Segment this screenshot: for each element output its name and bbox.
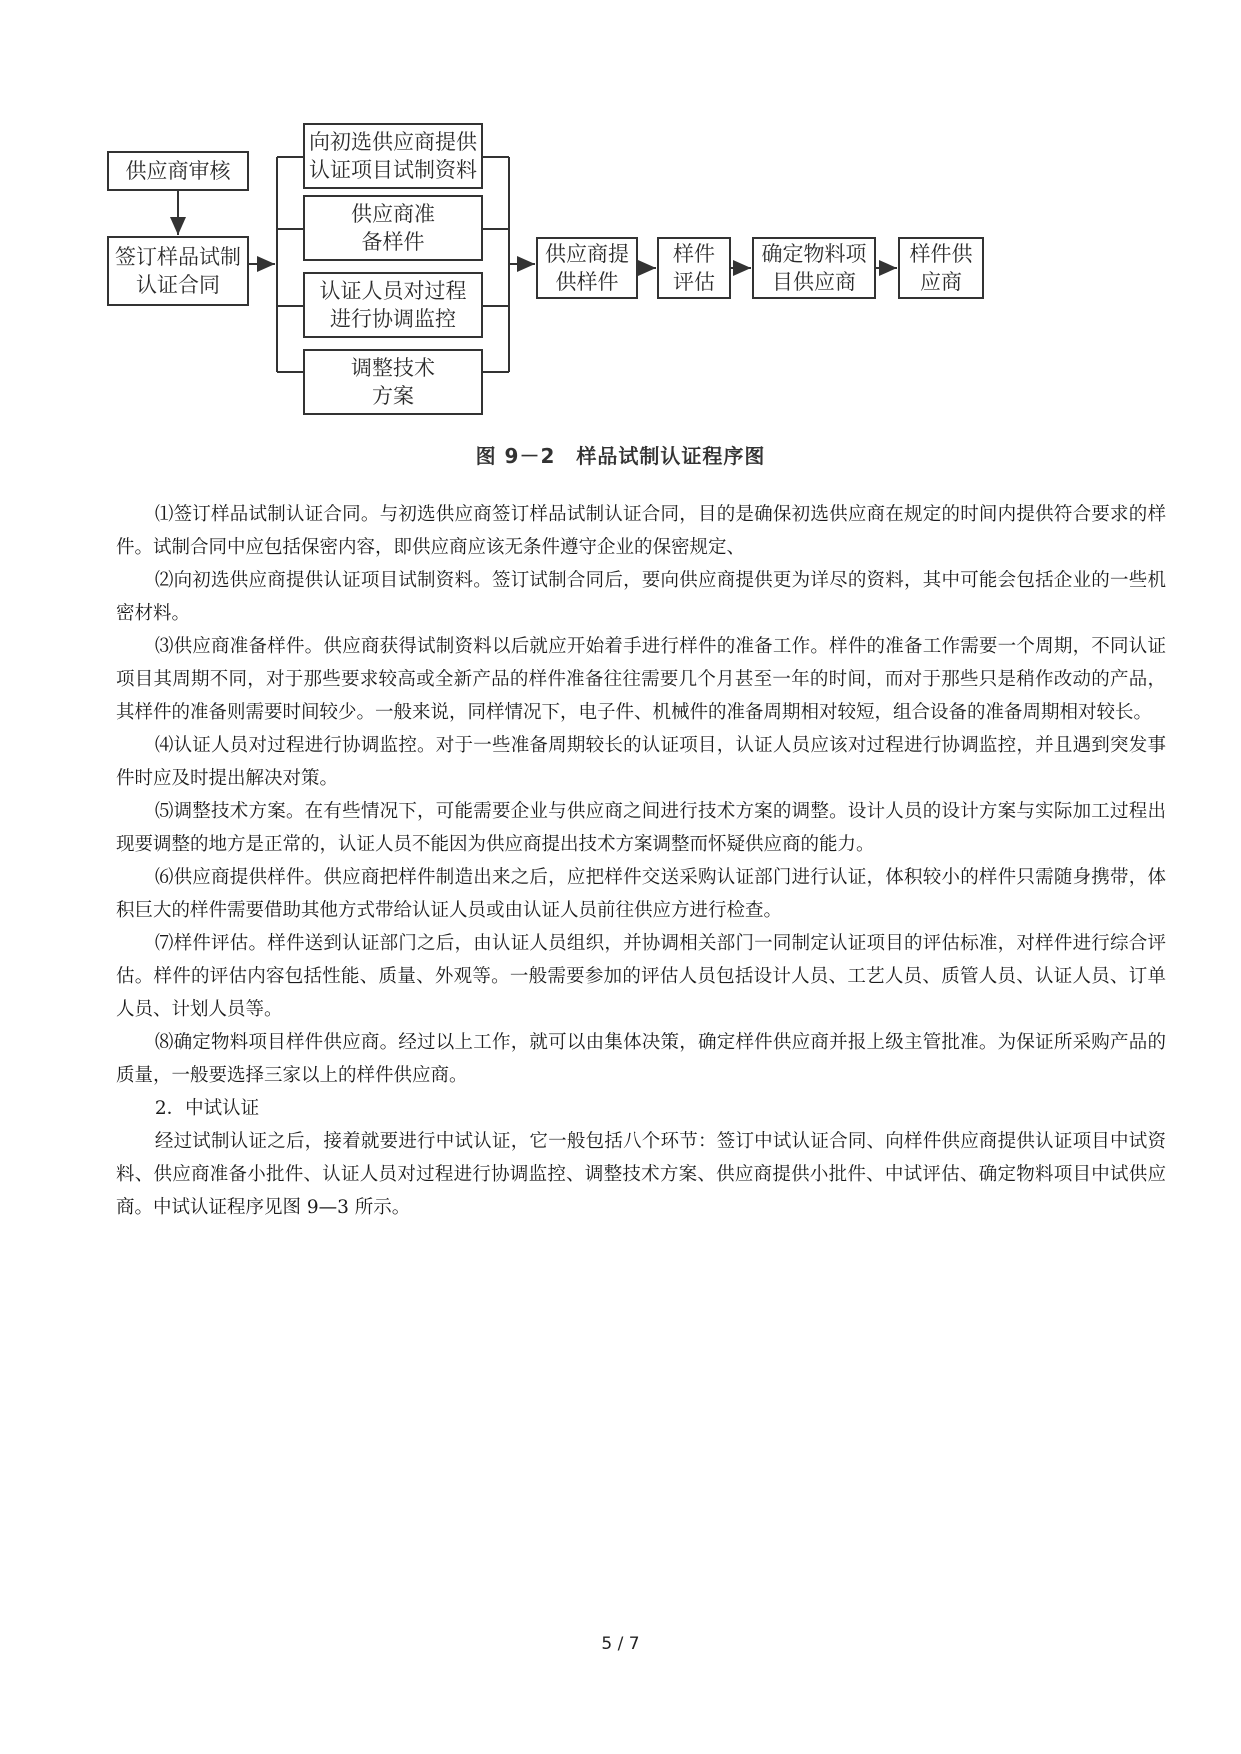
label-supplier-provides: 供应商提 供样件	[545, 242, 629, 294]
document-body	[116, 498, 1166, 1224]
process-flow-figure	[0, 0, 1241, 480]
figure-caption: 图 9－2 样品试制认证程序图	[475, 444, 766, 468]
paragraph-4: ⑷认证人员对过程进行协调监控。对于一些准备周期较长的认证项目，认证人员应该对过程进行协调监控，并且遇到突发事件时应及时提出解决对策。	[116, 735, 1166, 789]
label-adjust-plan: 调整技术 方案	[351, 356, 435, 408]
section-heading: 2．中试认证	[154, 1098, 260, 1119]
paragraph-9: 经过试制认证之后，接着就要进行中试认证，它一般包括八个环节：签订中试认证合同、向样件供应商提供认证项目中试资料、供应商准备小批件、认证人员对过程进行协调监控、调整技术方案、供应商提供小批件、中试评估、确定物料项目中试供应商。中试认证程序见图 9—3 所示。	[116, 1131, 1166, 1218]
page-number: 5 / 7	[601, 1634, 640, 1654]
flowchart-lines	[0, 0, 1241, 440]
label-sample-eval: 样件 评估	[673, 242, 715, 294]
paragraph-5: ⑸调整技术方案。在有些情况下，可能需要企业与供应商之间进行技术方案的调整。设计人员的设计方案与实际加工过程出现要调整的地方是正常的，认证人员不能因为供应商提出技术方案调整而怀疑供应商的能力。	[116, 801, 1166, 855]
label-sign-contract: 签订样品试制 认证合同	[115, 245, 241, 297]
paragraph-8: ⑻确定物料项目样件供应商。经过以上工作，就可以由集体决策，确定样件供应商并报上级主管批准。为保证所采购产品的质量，一般要选择三家以上的样件供应商。	[116, 1032, 1166, 1086]
paragraph-3: ⑶供应商准备样件。供应商获得试制资料以后就应开始着手进行样件的准备工作。样件的准备工作需要一个周期，不同认证项目其周期不同，对于那些要求较高或全新产品的样件准备往往需要几个月甚至一年的时间，而对于那些只是稍作改动的产品，其样件的准备则需要时间较少。一般来说，同样情况下，电子件、机械件的准备周期相对较短，组合设备的准备周期相对较长。	[116, 636, 1166, 723]
label-sample-supplier: 样件供 应商	[909, 242, 973, 294]
label-monitor-process: 认证人员对过程 进行协调监控	[319, 279, 467, 331]
label-determine-supplier: 确定物料项 目供应商	[761, 242, 867, 294]
paragraph-6: ⑹供应商提供样件。供应商把样件制造出来之后，应把样件交送采购认证部门进行认证，体积较小的样件只需随身携带，体积巨大的样件需要借助其他方式带给认证人员或由认证人员前往供应方进行检查。	[116, 867, 1166, 921]
label-provide-materials: 向初选供应商提供 认证项目试制资料	[309, 130, 477, 182]
label-supplier-review: 供应商审核	[125, 159, 231, 183]
paragraph-2: ⑵向初选供应商提供认证项目试制资料。签订试制合同后，要向供应商提供更为详尽的资料，其中可能会包括企业的一些机密材料。	[116, 570, 1166, 624]
paragraph-1: ⑴签订样品试制认证合同。与初选供应商签订样品试制认证合同，目的是确保初选供应商在规定的时间内提供符合要求的样件。试制合同中应包括保密内容，即供应商应该无条件遵守企业的保密规定、	[116, 504, 1166, 558]
paragraph-7: ⑺样件评估。样件送到认证部门之后，由认证人员组织，并协调相关部门一同制定认证项目的评估标准，对样件进行综合评估。样件的评估内容包括性能、质量、外观等。一般需要参加的评估人员包括设计人员、工艺人员、质管人员、认证人员、订单人员、计划人员等。	[116, 933, 1166, 1020]
label-prepare-samples: 供应商准 备样件	[351, 202, 435, 254]
